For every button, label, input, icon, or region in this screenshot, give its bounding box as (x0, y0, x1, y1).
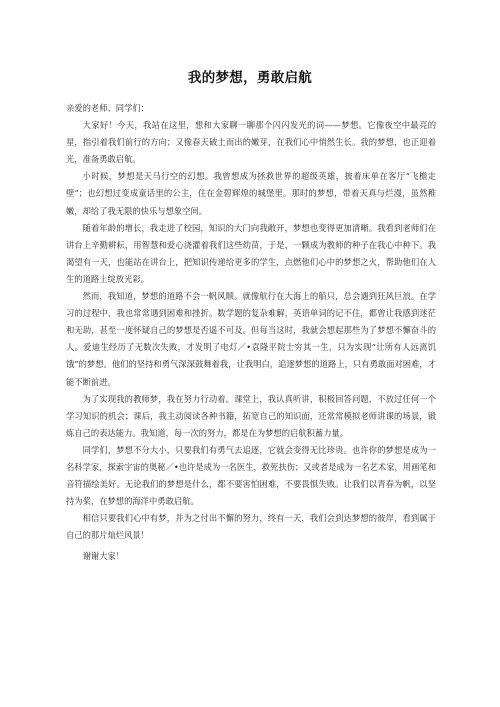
paragraph-5: 为了实现我的教师梦，我在努力行动着。课堂上，我认真听讲，积极回答问题，不放过任何一个学习知识的机会；课后，我主动阅读各种书籍，拓宽自己的知识面，还常常模拟老师讲课的场景，锻炼自己的表达能力。我知道，每一次的努力，都是在为梦想的启航积蓄力量。 (66, 393, 436, 438)
salutation: 亲爱的老师、同学们： (66, 103, 149, 113)
paragraph-1: 大家好！今天，我站在这里，想和大家聊一聊那个闪闪发光的词——梦想。它像夜空中最亮的星，指引着我们前行的方向；又像春天破土而出的嫩芽，在我们心中悄然生长。我的梦想，也正迎着光，准备勇敢启航。 (66, 120, 436, 165)
closing-line: 谢谢大家！ (82, 551, 125, 562)
paragraph-6: 同学们，梦想不分大小，只要我们有勇气去追逐，它就会变得无比珍贵。也许你的梦想是成为一名科学家，探索宇宙的奥秘／•也许是成为一名医生，救死扶伤；又或者是成为一名艺术家，用画笔和音符描绘美好。无论我们的梦想是什么，都不要害怕困难，不要畏惧失败。让我们以青春为帆，以坚持为桨，在梦想的海洋中勇敢启航。 (66, 444, 436, 507)
paragraph-4: 然而，我知道，梦想的道路不会一帆风顺。就像航行在大海上的船只，总会遇到狂风巨浪。在学习的过程中，我也常常遇到困难和挫折。数学题的复杂难解，英语单词的记不住，都曾让我感到迷茫和无助，甚至一度怀疑自己的梦想是否遥不可及。但每当这时，我就会想起那些为了梦想不懈奋斗的人。爱迪生经历了无数次失败，才发明了电灯／•袁隆平院士穷其一生，只为实现“让所有人远离饥饿”的梦想。他们的坚持和勇气深深鼓舞着我，让我明白，追逐梦想的道路上，只有勇敢面对困难，才能不断前进。 (66, 291, 436, 387)
speech-body (66, 100, 436, 566)
paragraph-2: 小时候，梦想是天马行空的幻想。我曾想成为拯救世界的超级英雄，披着床单在客厅“飞檐走壁”；也幻想过变成童话里的公主，住在金碧辉煌的城堡里。那时的梦想，带着天真与烂漫，虽然稚嫩，却给了我无限的快乐与想象空间。 (66, 171, 436, 216)
paragraph-7: 相信只要我们心中有梦，并为之付出不懈的努力，终有一天，我们会到达梦想的彼岸，看到属于自己的那片灿烂风景！ (66, 513, 436, 541)
paragraph-3: 随着年龄的增长，我走进了校园，知识的大门向我敞开，梦想也变得更加清晰。我看到老师们在讲台上辛勤耕耘，用智慧和爱心浇灌着我们这些幼苗，于是，一颗成为教师的种子在我心中种下。我渴望有一天，也能站在讲台上，把知识传递给更多的学生，点燃他们心中的梦想之火，帮助他们在人生的道路上绽放光彩。 (66, 222, 436, 284)
page-title: 我的梦想，勇敢启航 (187, 70, 313, 86)
